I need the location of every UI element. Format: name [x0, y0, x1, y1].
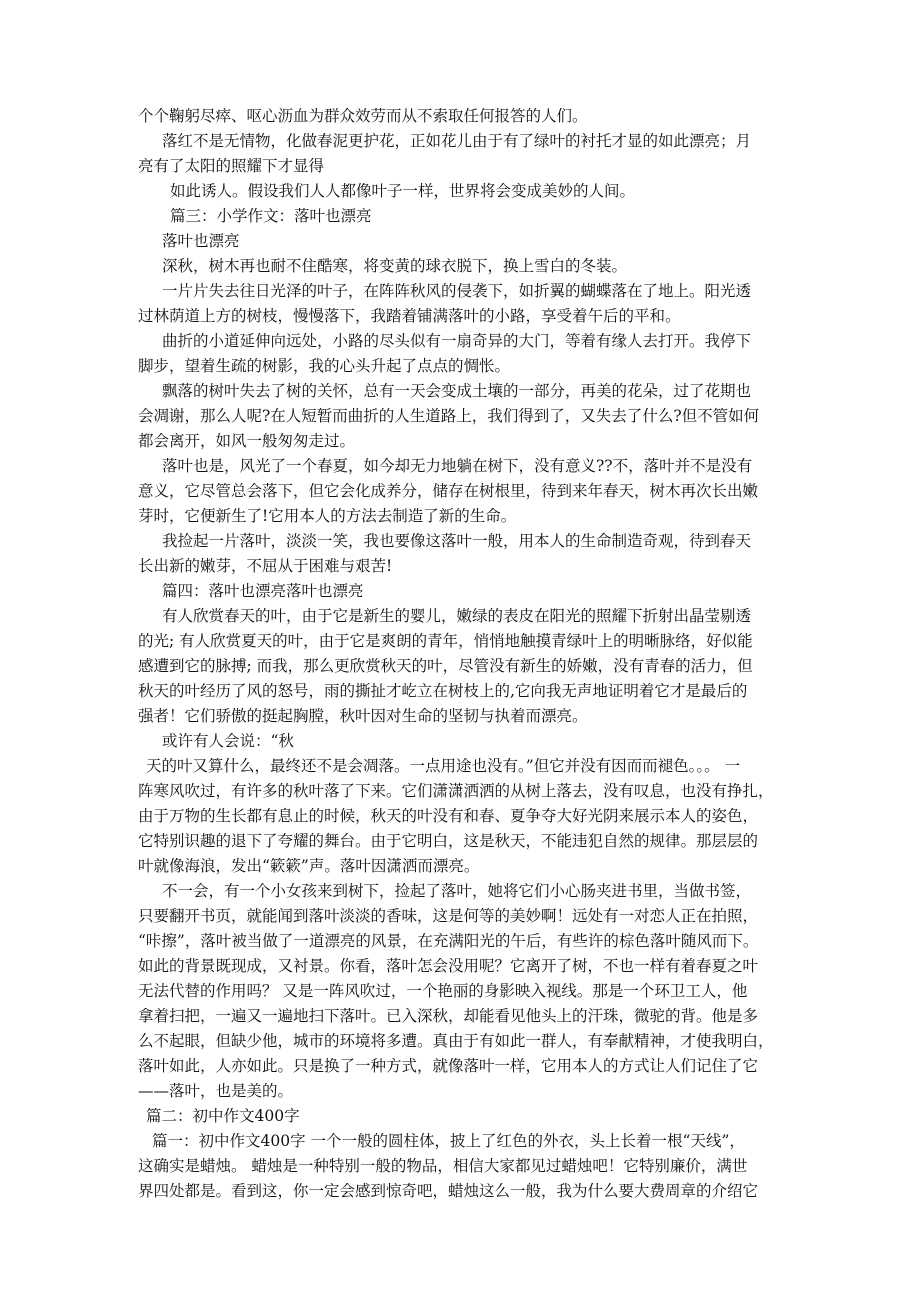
text-line: 我捡起一片落叶，淡淡一笑，我也要像这落叶一般，用本人的生命制造奇观，待到春天	[162, 532, 752, 550]
text-line: 都会离开，如风一般匆匆走过。	[138, 432, 356, 450]
text-line: ——落叶，也是美的。	[138, 1082, 294, 1100]
text-line: 的光; 有人欣赏夏天的叶，由于它是爽朗的青年，悄悄地触摸青绿叶上的明晰脉络，好似能	[138, 632, 753, 650]
text-line: 曲折的小道延伸向远处，小路的尽头似有一扇奇异的大门，等着有缘人去打开。我停下	[162, 332, 752, 350]
text-line: 落红不是无情物，化做春泥更护花，正如花儿由于有了绿叶的衬托才显的如此漂亮；月	[162, 132, 752, 150]
text-line: 它特别识趣的退下了夸耀的舞台。由于它明白，这是秋天，不能违犯自然的规律。那层层的	[138, 832, 759, 850]
text-line: 阵寒风吹过，有许多的秋叶落了下来。它们潇潇洒洒的从树上落去，没有叹息，也没有挣扎，	[138, 782, 774, 800]
text-line: 落叶也漂亮	[162, 232, 240, 250]
text-line: 天的叶又算什么，最终还不是会凋落。一点用途也没有。”但它并没有因而而褪色。。。 一	[146, 757, 741, 775]
text-line: 只要翻开书页，就能闻到落叶淡淡的香味，这是何等的美妙啊！远处有一对恋人正在拍照，	[138, 907, 759, 925]
text-line: 会凋谢，那么人呢?在人短暂而曲折的人生道路上，我们得到了，又失去了什么?但不管如何	[138, 407, 760, 425]
text-line: 篇四：落叶也漂亮落叶也漂亮	[162, 582, 364, 600]
text-line: “咔擦”，落叶被当做了一道漂亮的风景，在充满阳光的午后，有些许的棕色落叶随风而下。	[138, 932, 759, 950]
text-line: 强者！它们骄傲的挺起胸膛，秋叶因对生命的坚韧与执着而漂亮。	[138, 707, 588, 725]
text-line: 叶就像海浪，发出“簌簌”声。落叶因潇洒而漂亮。	[138, 857, 480, 875]
text-line: 脚步，望着生疏的树影，我的心头升起了点点的惆怅。	[138, 357, 511, 375]
text-line: 无法代替的作用吗？ 又是一阵风吹过，一个艳丽的身影映入视线。那是一个环卫工人，他	[138, 982, 748, 1000]
text-line: 深秋，树木再也耐不住酷寒，将变黄的球衣脱下，换上雪白的冬装。	[162, 257, 628, 275]
text-line: 个个鞠躬尽瘁、呕心沥血为群众效劳而从不索取任何报答的人们。	[138, 107, 588, 125]
text-line: 有人欣赏春天的叶，由于它是新生的婴儿，嫩绿的表皮在阳光的照耀下折射出晶莹剔透	[162, 607, 752, 625]
text-line: 长出新的嫩芽，不屈从于困难与艰苦!	[138, 557, 393, 575]
text-line: 秋天的叶经历了风的怒号，雨的撕扯才屹立在树枝上的,它向我无声地证明着它才是最后的	[138, 682, 748, 700]
document-body	[138, 104, 788, 1204]
text-line: 篇一：初中作文400字 一个一般的圆柱体，披上了红色的外衣，头上长着一根“天线”，	[152, 1132, 745, 1150]
text-line: 不一会，有一个小女孩来到树下，捡起了落叶，她将它们小心肠夹进书里，当做书签，	[162, 882, 752, 900]
text-line: 或许有人会说：“秋	[162, 732, 294, 750]
text-line: 一片片失去往日光泽的叶子，在阵阵秋风的侵袭下，如折翼的蝴蝶落在了地上。阳光透	[162, 282, 752, 300]
text-line: 落叶如此，人亦如此。只是换了一种方式，就像落叶一样，它用本人的方式让人们记住了它	[138, 1057, 759, 1075]
text-line: 篇三：小学作文：落叶也漂亮	[170, 207, 372, 225]
text-line: 界四处都是。看到这，你一定会感到惊奇吧，蜡烛这么一般，我为什么要大费周章的介绍它	[138, 1182, 759, 1200]
text-line: 拿着扫把，一遍又一遍地扫下落叶。已入深秋，却能看见他头上的汗珠，微驼的背。他是多	[138, 1007, 759, 1025]
text-line: 这确实是蜡烛。 蜡烛是一种特别一般的物品，相信大家都见过蜡烛吧！它特别廉价，满世	[138, 1157, 748, 1175]
text-line: 由于万物的生长都有息止的时候，秋天的叶没有和春、夏争夺大好光阴来展示本人的姿色，	[138, 807, 759, 825]
text-line: 飘落的树叶失去了树的关怀，总有一天会变成土壤的一部分，再美的花朵，过了花期也	[162, 382, 752, 400]
text-line: 么不起眼，但缺少他，城市的环境将多遭。真由于有如此一群人，有奉献精神，才使我明白，	[138, 1032, 774, 1050]
text-line: 过林荫道上方的树枝，慢慢落下，我踏着铺满落叶的小路，享受着午后的平和。	[138, 307, 681, 325]
text-line: 芽时，它便新生了!它用本人的方法去制造了新的生命。	[138, 507, 517, 525]
text-line: 落叶也是，风光了一个春夏，如今却无力地躺在树下，没有意义??不，落叶并不是没有	[162, 457, 753, 475]
text-line: 如此的背景既现成，又衬景。你看，落叶怎会没用呢？它离开了树，不也一样有着春夏之叶	[138, 957, 759, 975]
text-line: 感遭到它的脉搏; 而我，那么更欣赏秋天的叶，尽管没有新生的娇嫩，没有青春的活力，但	[138, 657, 753, 675]
text-line: 如此诱人。假设我们人人都像叶子一样，世界将会变成美妙的人间。	[170, 182, 636, 200]
text-line: 意义，它尽管总会落下，但它会化成养分，储存在树根里，待到来年春天，树木再次长出嫩	[138, 482, 759, 500]
text-line: 篇二：初中作文400字	[146, 1107, 300, 1125]
text-line: 亮有了太阳的照耀下才显得	[138, 157, 325, 175]
